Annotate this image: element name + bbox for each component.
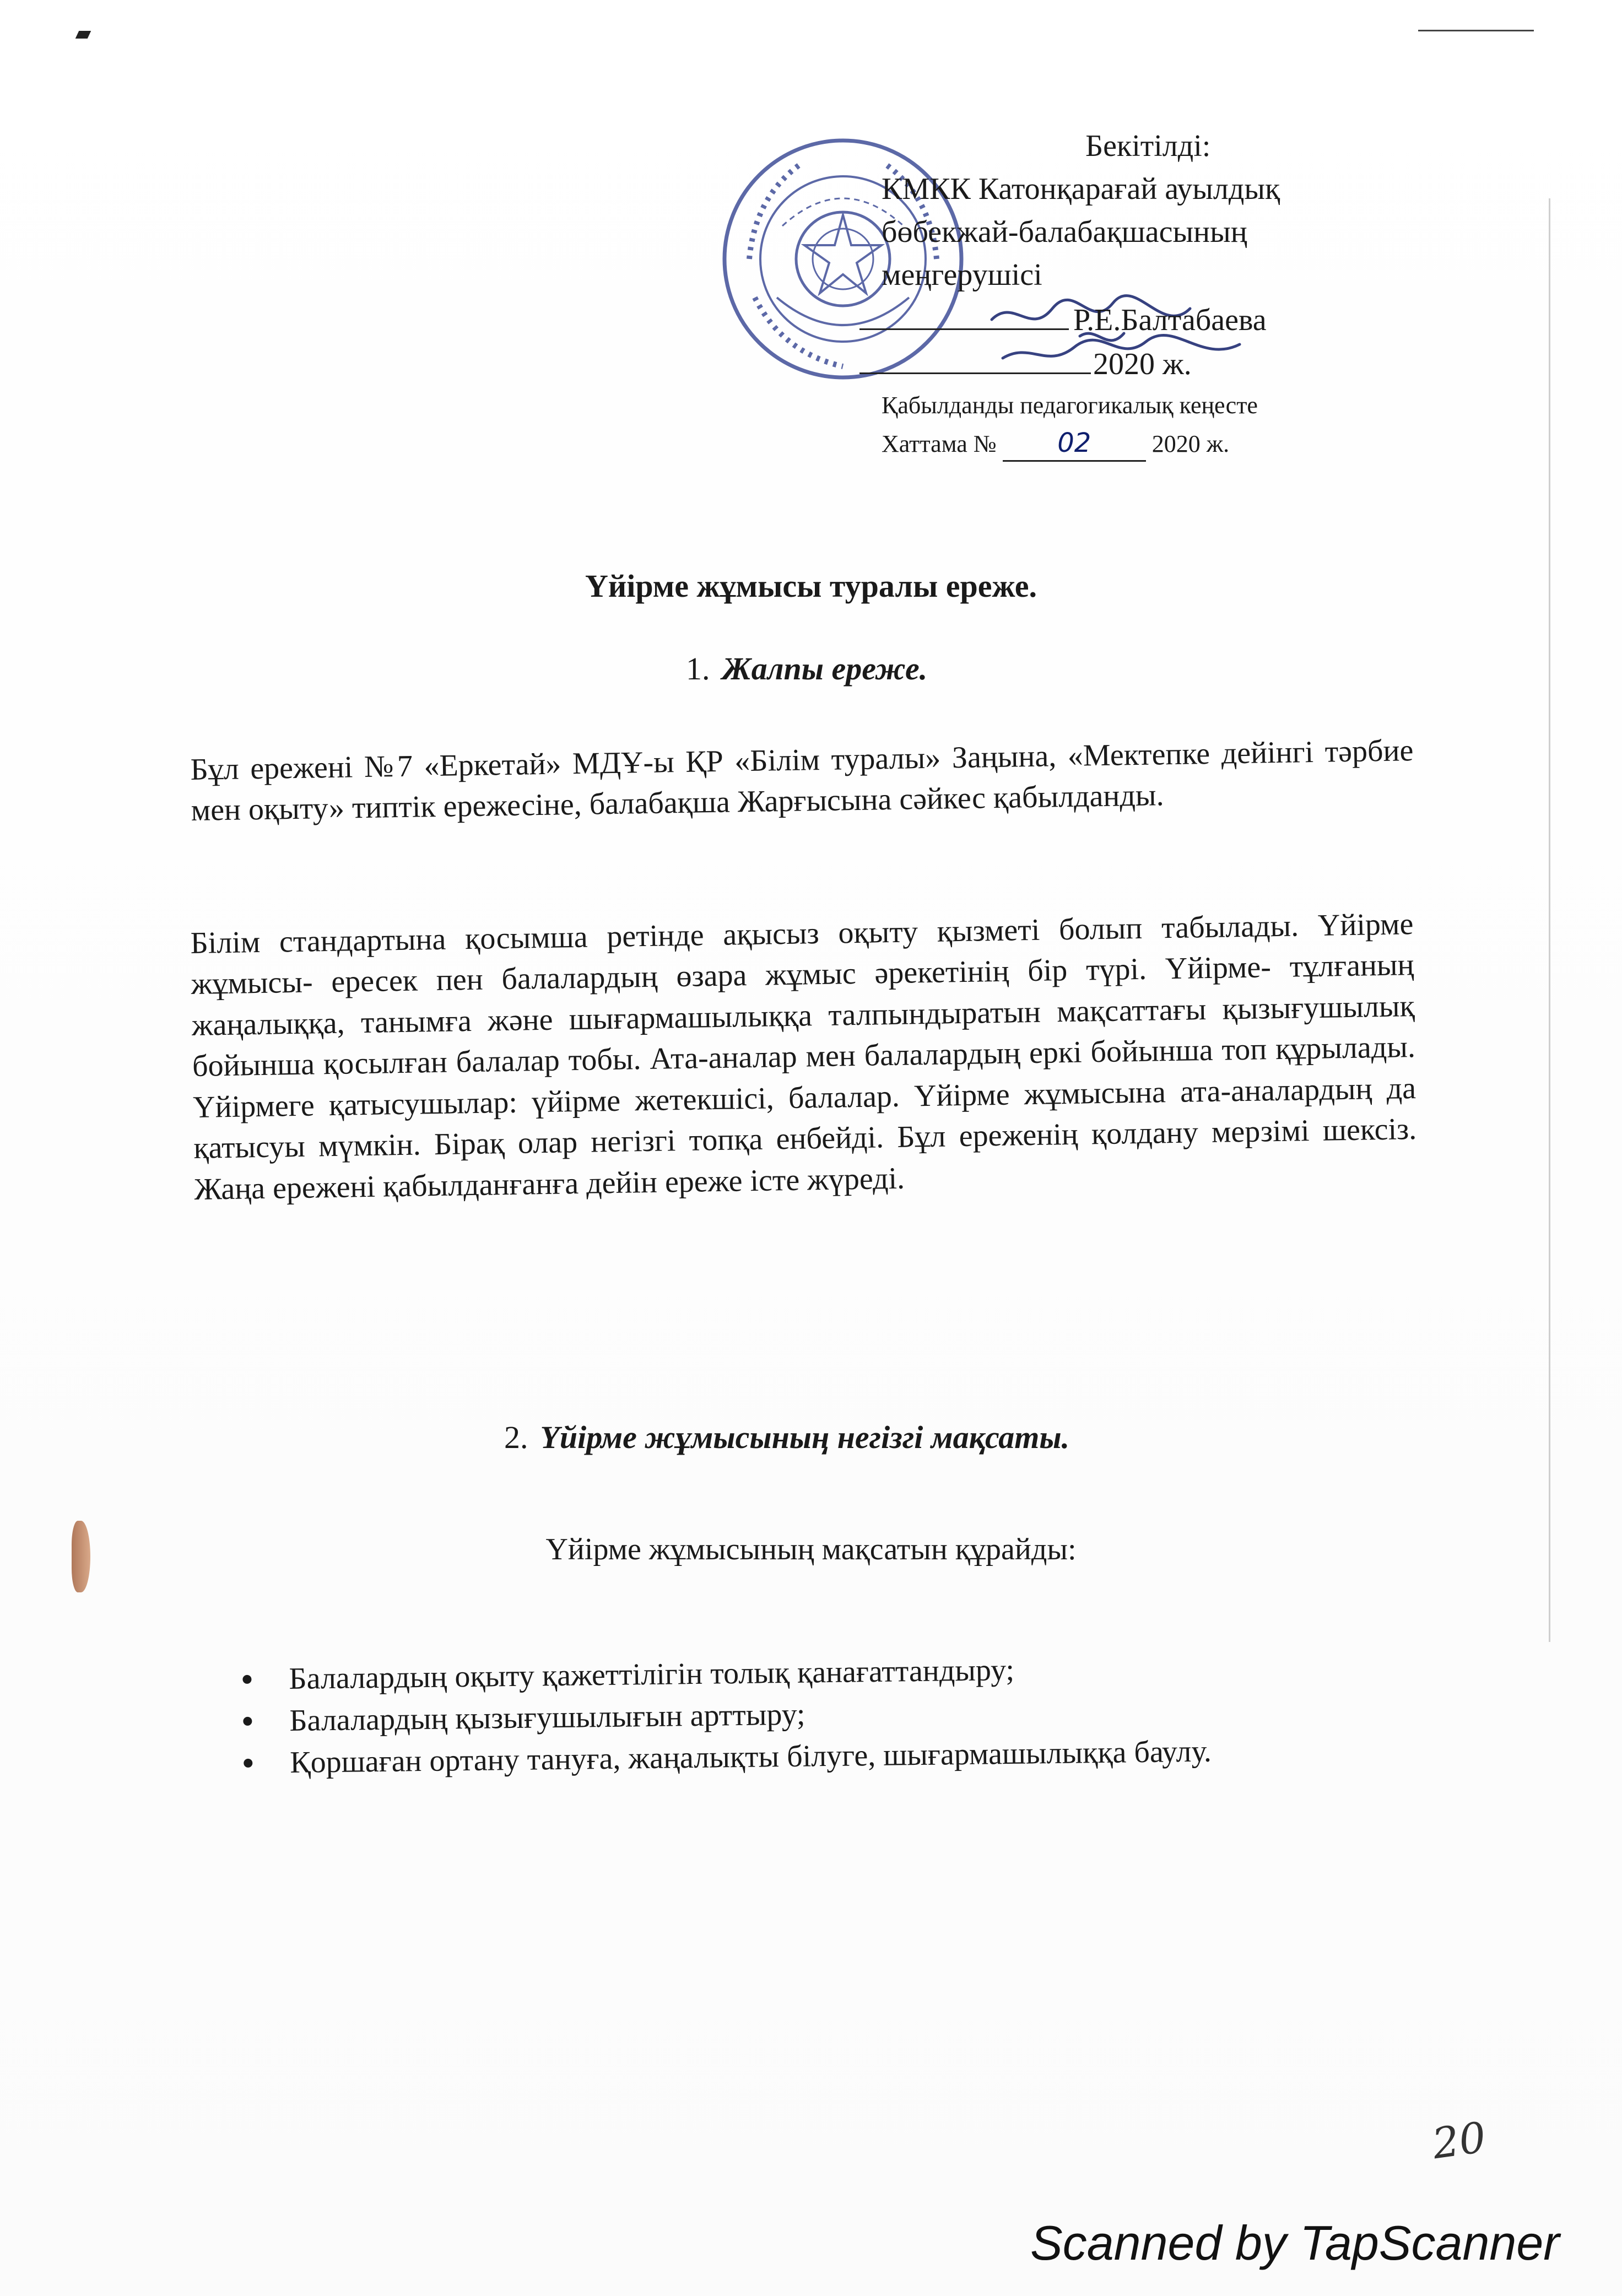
scan-page-edge xyxy=(1549,198,1550,1642)
list-item-text: Балалардың оқыту қажеттілігін толық қанағаттандыру; xyxy=(289,1652,1015,1696)
handwritten-page-number: 20 xyxy=(1429,2112,1489,2169)
section-2-heading xyxy=(504,1419,1069,1456)
bullet-icon xyxy=(243,1717,252,1726)
approval-organization-line-1: КМКК Катонқарағай ауылдық xyxy=(882,172,1280,206)
list-item-text: Қоршаған ортану тануға, жаңалықты білуге, шығармашылыққа баулу. xyxy=(289,1734,1212,1780)
bullet-icon xyxy=(244,1759,252,1768)
approval-signature-line xyxy=(859,301,1267,341)
approval-protocol-line xyxy=(882,426,1229,462)
approval-date-year: 2020 ж. xyxy=(1093,347,1192,381)
section-1-paragraph-1: Бұл ережені №7 «Еркетай» МДҰ-ы ҚР «Білім туралы» Заңына, «Мектепке дейінгі тәрбие мен оқыту» типтік ережесіне, балабақша Жарғысына сәйкес қабылданды. xyxy=(190,733,1414,828)
protocol-year: 2020 ж. xyxy=(1151,430,1230,457)
date-blank xyxy=(859,372,1091,374)
document-title: Үйірме жұмысы туралы ереже. xyxy=(585,568,1037,604)
section-2-title: Үйірме жұмысының негізгі мақсаты. xyxy=(540,1419,1070,1455)
approval-organization-line-2: бөбекжай-балабақшасының xyxy=(882,215,1247,249)
section-1-number: 1. xyxy=(686,651,710,687)
section-1-paragraph-2: Білім стандартына қосымша ретінде ақысыз оқыту қызметі болып табылады. Үйірме жұмысы- ересек пен балалардың өзара жұмыс әрекетінің бір түрі. Үйірме- тұлғаның жаңалыққа, танымға және шығармашылыққа талпындыратын мақсаттағы қызығушылық бойынша қосылған балалар тобы. Ата-аналар мен балалардың еркі бойынша топ құрылады. Үйірмеге қатысушылар: үйірме жетекшісі, балалар. Үйірме жұмысына ата-аналардың да қатысуы мүмкін. Бірақ олар негізгі топқа енбейді. Бұл ереженің қолдану мерзімі шексіз. Жаңа ережені қабылданғанға дейін ереже істе жүреді. xyxy=(190,907,1417,1207)
section-1-title: Жалпы ереже. xyxy=(722,651,928,687)
bullet-icon xyxy=(242,1675,251,1684)
approval-signer-name: Р.Е.Балтабаева xyxy=(1073,303,1267,337)
approval-position: меңгерушісі xyxy=(882,258,1042,292)
approval-council: Қабылданды педагогикалық кеңесте xyxy=(882,392,1258,419)
approval-label: Бекітілді: xyxy=(1085,129,1211,163)
protocol-label: Хаттама № xyxy=(882,430,997,457)
section-2-subheading: Үйірме жұмысының мақсатын құрайды: xyxy=(545,1532,1077,1566)
scan-corner-mark xyxy=(75,31,91,39)
list-item-text: Балалардың қызығушылығын арттыру; xyxy=(289,1697,805,1738)
approval-date-line xyxy=(859,345,1192,385)
section-2-number: 2. xyxy=(504,1419,528,1455)
section-1-heading xyxy=(686,650,927,687)
scanner-watermark: Scanned by TapScanner xyxy=(1030,2216,1560,2270)
protocol-number: 02 xyxy=(1003,426,1146,462)
scan-top-line xyxy=(1418,30,1534,31)
goals-list xyxy=(242,1644,1456,1784)
signature-blank xyxy=(859,328,1069,330)
